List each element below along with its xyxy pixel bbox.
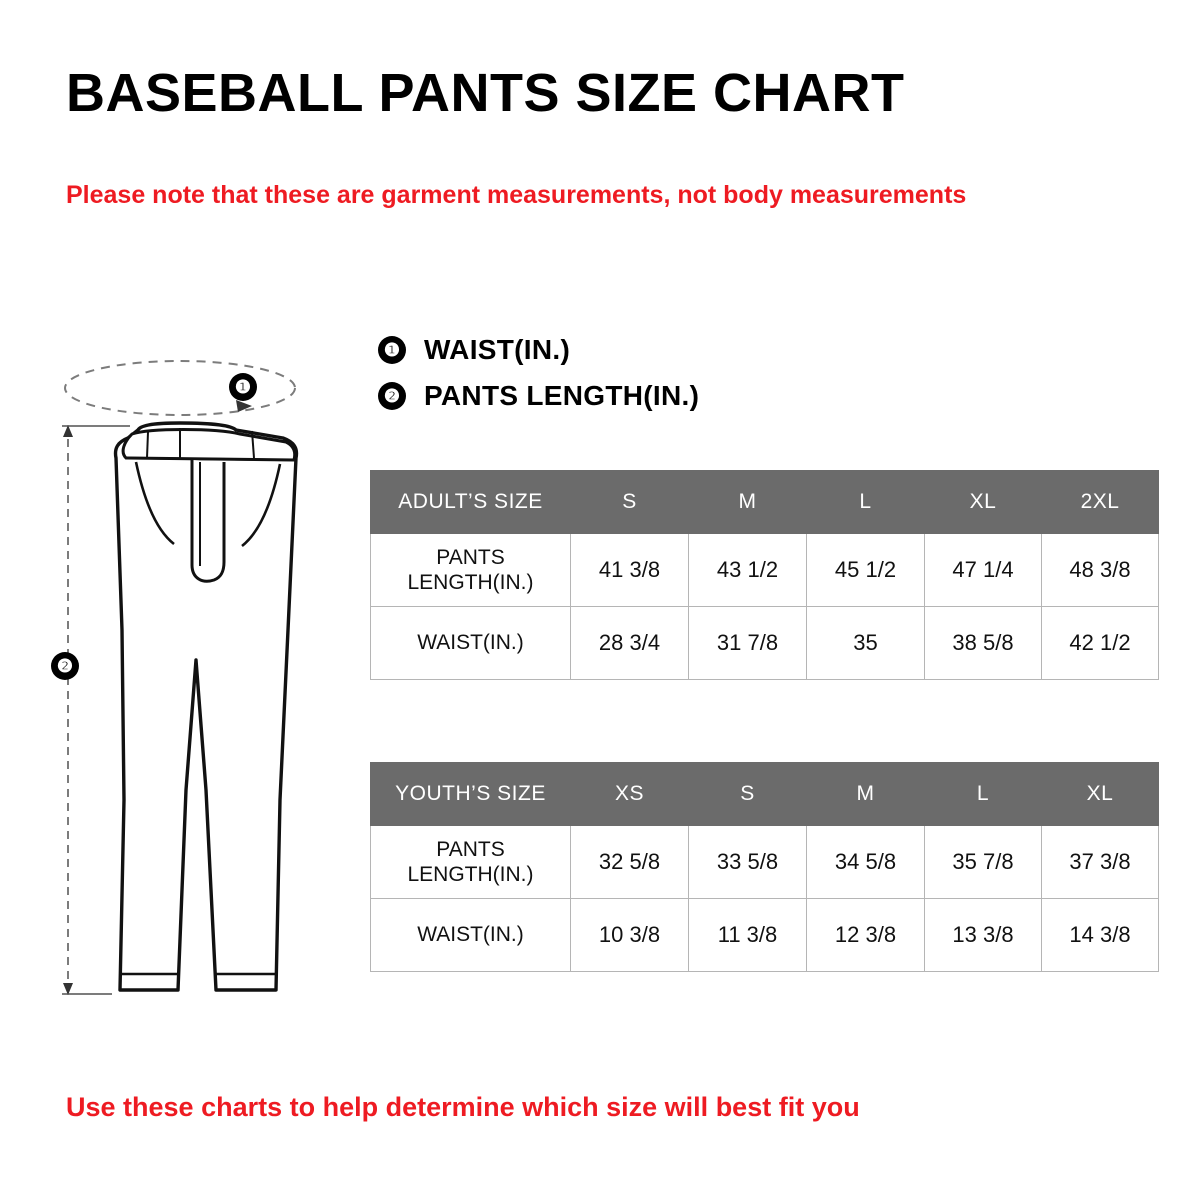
youth-pants-length-xs: 32 5/8 — [571, 826, 689, 899]
page-title: BASEBALL PANTS SIZE CHART — [66, 63, 905, 123]
number-two-icon: ❷ — [378, 382, 406, 410]
youth-row-label-waist: WAIST(IN.) — [371, 899, 571, 972]
table-row — [371, 534, 1159, 607]
youth-col-s: S — [689, 763, 807, 826]
adult-col-m: M — [689, 471, 807, 534]
youth-size-table — [370, 762, 1159, 972]
youth-col-m: M — [807, 763, 925, 826]
youth-waist-xl: 14 3/8 — [1042, 899, 1159, 972]
adult-waist-2xl: 42 1/2 — [1042, 607, 1159, 680]
youth-waist-s: 11 3/8 — [689, 899, 807, 972]
pants-diagram — [40, 330, 360, 1020]
diagram-waist-marker: ❶ — [229, 373, 257, 401]
footer-note: Use these charts to help determine which size will best fit you — [66, 1092, 860, 1122]
youth-waist-m: 12 3/8 — [807, 899, 925, 972]
legend-label-pants-length: PANTS LENGTH(IN.) — [424, 380, 700, 411]
adult-row-label-waist: WAIST(IN.) — [371, 607, 571, 680]
adult-pants-length-xl: 47 1/4 — [925, 534, 1042, 607]
legend — [378, 334, 699, 426]
number-one-icon: ❶ — [378, 336, 406, 364]
youth-col-xs: XS — [571, 763, 689, 826]
youth-table-corner-label: YOUTH’S SIZE — [371, 763, 571, 826]
legend-item-pants-length — [378, 380, 699, 412]
adult-table-header-row — [371, 471, 1159, 534]
adult-waist-m: 31 7/8 — [689, 607, 807, 680]
legend-item-waist — [378, 334, 699, 366]
youth-pants-length-l: 35 7/8 — [925, 826, 1042, 899]
youth-row-label-pants-length: PANTS LENGTH(IN.) — [371, 826, 571, 899]
adult-row-label-pants-length: PANTS LENGTH(IN.) — [371, 534, 571, 607]
youth-waist-xs: 10 3/8 — [571, 899, 689, 972]
adult-col-s: S — [571, 471, 689, 534]
adult-pants-length-l: 45 1/2 — [807, 534, 925, 607]
adult-waist-xl: 38 5/8 — [925, 607, 1042, 680]
legend-label-waist: WAIST(IN.) — [424, 334, 571, 365]
adult-col-l: L — [807, 471, 925, 534]
youth-table-header-row — [371, 763, 1159, 826]
adult-col-xl: XL — [925, 471, 1042, 534]
adult-pants-length-2xl: 48 3/8 — [1042, 534, 1159, 607]
table-row — [371, 899, 1159, 972]
diagram-length-marker: ❷ — [51, 652, 79, 680]
youth-pants-length-s: 33 5/8 — [689, 826, 807, 899]
adult-col-2xl: 2XL — [1042, 471, 1159, 534]
youth-pants-length-m: 34 5/8 — [807, 826, 925, 899]
youth-col-xl: XL — [1042, 763, 1159, 826]
youth-waist-l: 13 3/8 — [925, 899, 1042, 972]
adult-waist-s: 28 3/4 — [571, 607, 689, 680]
measurement-note: Please note that these are garment measurements, not body measurements — [66, 181, 967, 209]
adult-pants-length-m: 43 1/2 — [689, 534, 807, 607]
youth-col-l: L — [925, 763, 1042, 826]
pants-illustration-svg — [40, 330, 360, 1020]
table-row — [371, 607, 1159, 680]
youth-pants-length-xl: 37 3/8 — [1042, 826, 1159, 899]
adult-waist-l: 35 — [807, 607, 925, 680]
adult-table-corner-label: ADULT’S SIZE — [371, 471, 571, 534]
table-row — [371, 826, 1159, 899]
adult-size-table — [370, 470, 1159, 680]
adult-pants-length-s: 41 3/8 — [571, 534, 689, 607]
